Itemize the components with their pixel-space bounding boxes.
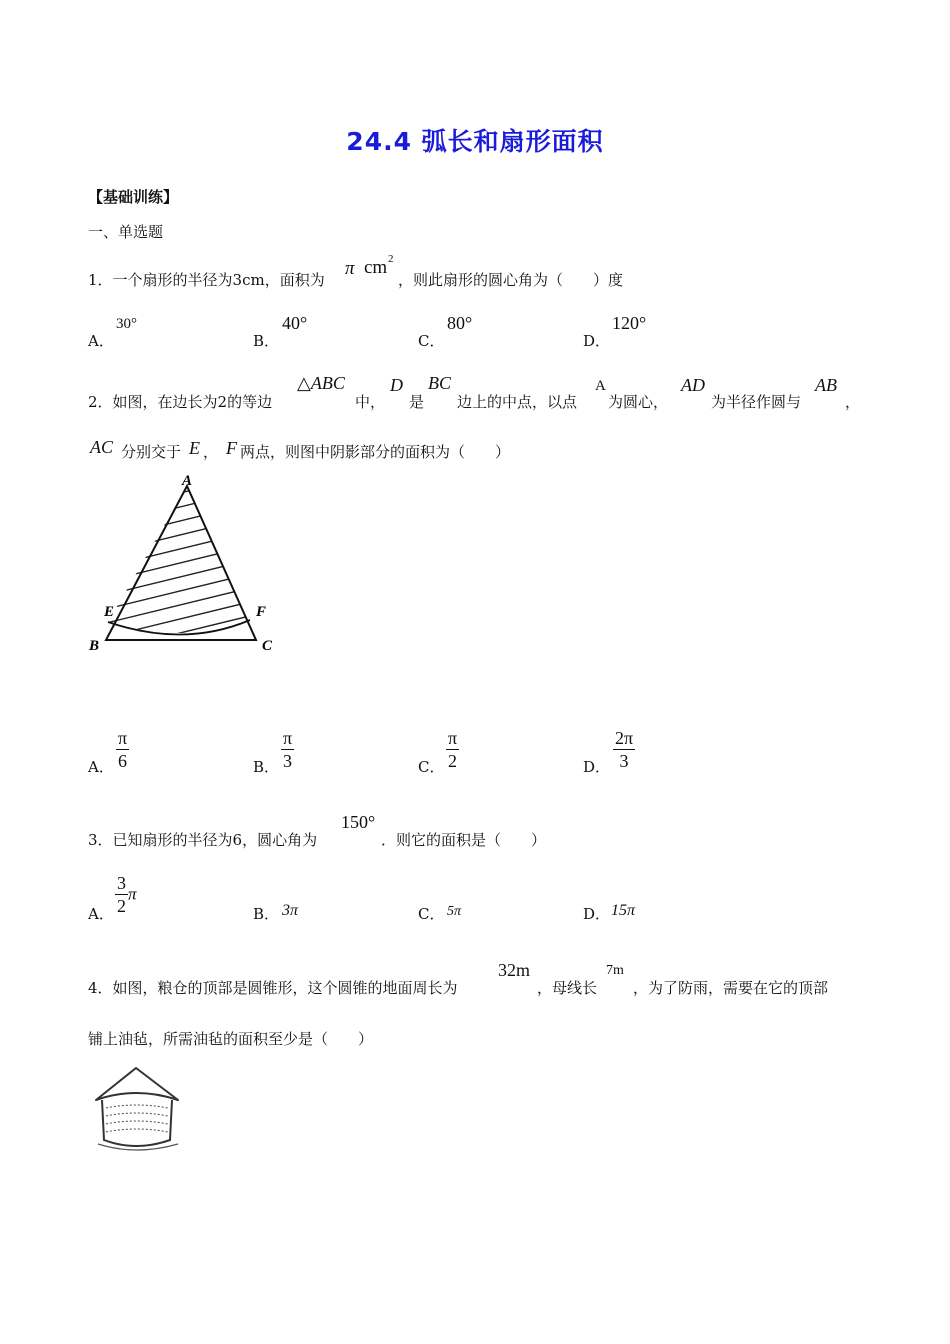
question-4-text [88,977,458,998]
fraction-denominator: 2 [448,751,458,771]
fraction-denominator: 2 [117,896,126,916]
fraction-numerator: 2π [615,728,634,748]
question-number: 4． [88,979,113,997]
label-b: B [89,638,100,654]
section-heading: 【基础训练】 [88,188,179,206]
question-text: ，则此扇形的圆心角为（ ）度 [398,271,624,289]
math-perimeter: 32m [498,960,531,980]
option-value-b [281,727,294,772]
option-value-c: 5π [447,904,462,919]
option-label-d: D． [583,905,611,923]
math-ad: AD [681,375,705,395]
question-text: 铺上油毡，所需油毡的面积至少是（ ） [88,1030,374,1048]
question-text: 为半径作圆与 [711,393,802,411]
math-triangle-abc: △ABC [297,373,345,393]
question-3-text [88,829,317,850]
math-bc: BC [428,373,452,393]
fraction-numerator: π [283,728,293,748]
math-angle: 150° [341,812,376,832]
granary-body [102,1100,172,1146]
question-text: 是 [409,393,425,411]
question-text: ， [203,443,219,461]
question-text: ，母线长 [537,979,598,997]
math-d: D [390,375,403,395]
question-text: 如图，粮仓的顶部是圆锥形，这个圆锥的地面周长为 [112,979,458,997]
question-text: 一个扇形的半径为3cm，面积为 [112,271,325,289]
question-text: 中， [355,393,386,411]
option-value-c [446,727,459,772]
label-e: E [104,604,115,620]
math-a: A [595,378,606,394]
question-text: 分别交于 [121,443,182,461]
option-label-c: C． [418,758,445,776]
option-label-d: D． [583,758,611,776]
option-value-d: 15π [611,902,636,919]
option-label-d: D． [583,332,611,350]
option-label-b: B． [253,905,280,923]
question-text: ．则它的面积是（ ） [381,831,547,849]
page-title: 24.4 弧长和扇形面积 [346,127,604,156]
triangle-figure [84,470,284,660]
option-value-a [116,727,129,772]
option-value-b: 40° [282,313,308,333]
math-e: E [189,438,200,458]
math-superscript: 2 [388,253,394,265]
question-text: 为圆心， [608,393,669,411]
granary-figure [88,1060,188,1155]
hatch-lines [94,470,274,660]
question-number: 3． [88,831,113,849]
question-text: 如图，在边长为2的等边 [112,393,273,411]
fraction-denominator: 6 [118,751,128,771]
question-number: 1． [88,271,113,289]
label-f: F [256,604,267,620]
option-value-d: 120° [612,313,647,333]
question-text: 已知扇形的半径为6，圆心角为 [112,831,318,849]
fraction-numerator: π [118,728,128,748]
question-text: 边上的中点，以点 [457,393,578,411]
option-value-b: 3π [282,902,299,919]
question-number: 2． [88,393,113,411]
option-label-a: A． [88,905,114,923]
option-label-c: C． [418,332,445,350]
question-text: ，为了防雨，需要在它的顶部 [633,979,829,997]
math-pi: π [345,258,355,279]
arc-ef [108,620,250,635]
option-value-c: 80° [447,313,473,333]
option-label-b: B． [253,332,280,350]
math-f: F [226,438,237,458]
math-ac: AC [90,437,114,457]
option-value-a [115,872,137,917]
question-text: 两点，则图中阴影部分的面积为（ ） [240,443,511,461]
question-2-text [88,391,272,412]
fraction-numerator: π [448,728,458,748]
math-pi: π [128,884,137,904]
fraction-numerator: 3 [117,873,126,893]
option-label-a: A． [88,332,114,350]
option-value-d [613,727,635,772]
option-label-b: B． [253,758,280,776]
fraction-denominator: 3 [283,751,293,771]
math-unit-cm: cm [364,257,388,278]
label-c: C [262,638,273,654]
option-label-a: A． [88,758,114,776]
question-text: ， [845,393,861,411]
math-slant: 7m [606,963,624,978]
fraction-denominator: 3 [619,751,629,771]
math-ab: AB [815,375,837,395]
question-1-text [88,269,325,290]
option-value-a: 30° [116,316,137,332]
part-heading: 一、单选题 [88,223,164,241]
option-label-c: C． [418,905,445,923]
label-a: A [182,473,193,489]
cone-roof [96,1068,178,1100]
